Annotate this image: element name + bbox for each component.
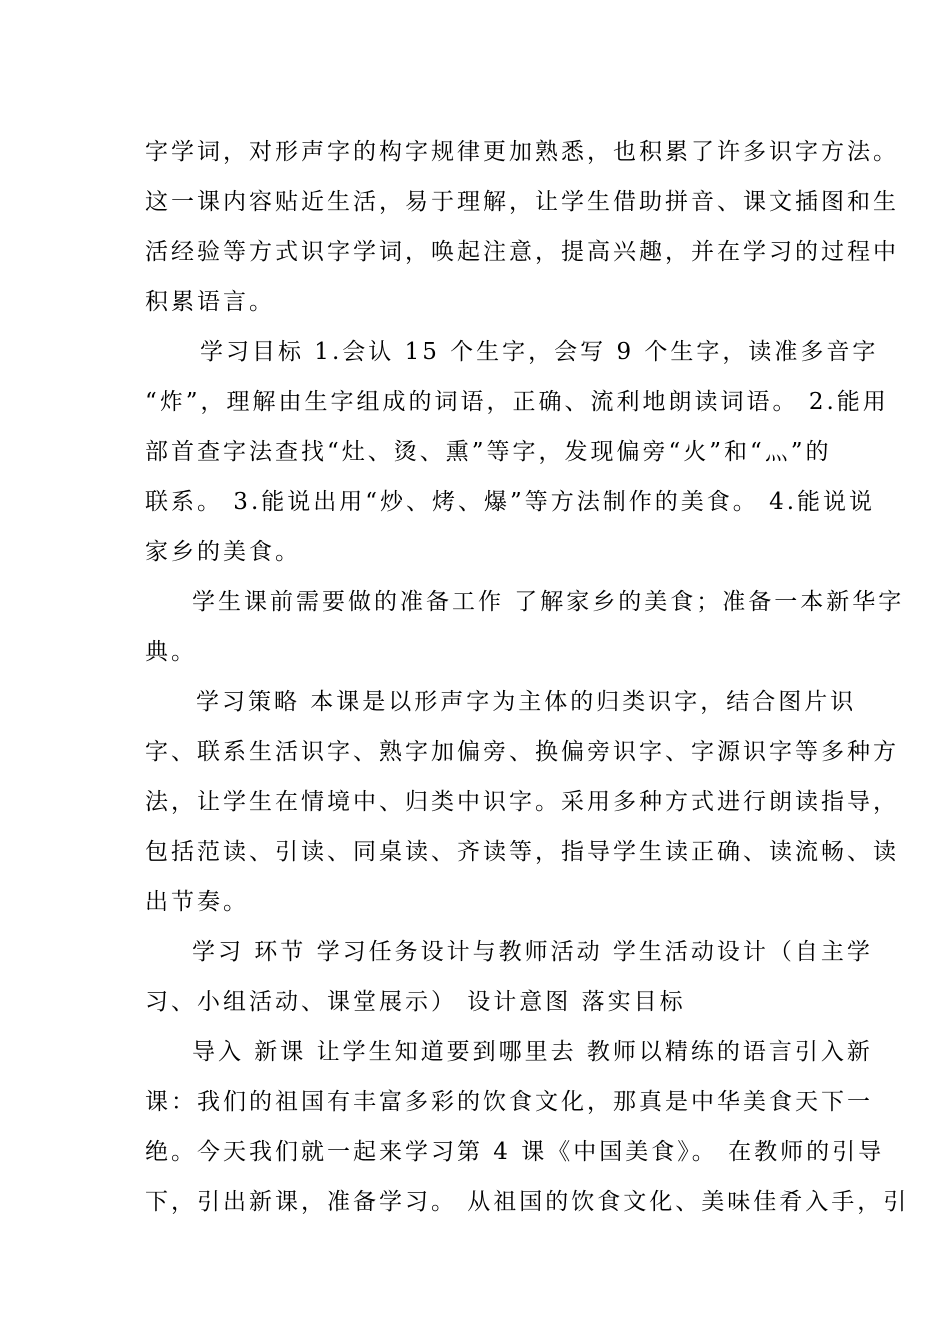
paragraph-line: 积累语言。: [145, 289, 275, 315]
paragraph-line: 课：我们的祖国有丰富多彩的饮食文化，那真是中华美食天下一: [145, 1089, 873, 1115]
paragraph-line: 字学词，对形声字的构字规律更加熟悉，也积累了许多识字方法。: [145, 139, 899, 165]
paragraph-line: 学生课前需要做的准备工作 了解家乡的美食；准备一本新华字: [192, 589, 905, 615]
paragraph-line: 学习 环节 学习任务设计与教师活动 学生活动设计（自主学: [192, 939, 873, 965]
paragraph-line: 导入 新课 让学生知道要到哪里去 教师以精练的语言引入新: [192, 1039, 873, 1065]
paragraph-line: 绝。今天我们就一起来学习第 4 课《中国美食》。 在教师的引导: [145, 1139, 885, 1165]
paragraph-line: 包括范读、引读、同桌读、齐读等，指导学生读正确、读流畅、读: [145, 839, 899, 865]
paragraph-line: 家乡的美食。: [145, 539, 301, 565]
paragraph-line: 习、小组活动、课堂展示） 设计意图 落实目标: [145, 989, 686, 1015]
paragraph-line: 法，让学生在情境中、归类中识字。采用多种方式进行朗读指导，: [145, 789, 899, 815]
paragraph-line: 这一课内容贴近生活，易于理解，让学生借助拼音、课文插图和生: [145, 189, 899, 215]
paragraph-line: “炸”，理解由生字组成的词语，正确、流利地朗读词语。 2.能用: [145, 389, 889, 415]
paragraph-line: 字、联系生活识字、熟字加偏旁、换偏旁识字、字源识字等多种方: [145, 739, 899, 765]
paragraph-line: 典。: [145, 639, 197, 665]
paragraph-line: 学习目标 1.会认 15 个生字，会写 9 个生字，读准多音字: [200, 339, 879, 365]
paragraph-line: 联系。 3.能说出用“炒、烤、爆”等方法制作的美食。 4.能说说: [145, 489, 876, 515]
paragraph-line: 下，引出新课，准备学习。 从祖国的饮食文化、美味佳肴入手，引: [145, 1189, 910, 1215]
paragraph-line: 活经验等方式识字学词，唤起注意，提高兴趣，并在学习的过程中: [145, 239, 899, 265]
paragraph-line: 出节奏。: [145, 889, 249, 915]
paragraph-line: 学习策略 本课是以形声字为主体的归类识字，结合图片识: [196, 689, 857, 715]
paragraph-line: 部首查字法查找“灶、烫、熏”等字，发现偏旁“火”和“灬”的: [145, 439, 832, 465]
